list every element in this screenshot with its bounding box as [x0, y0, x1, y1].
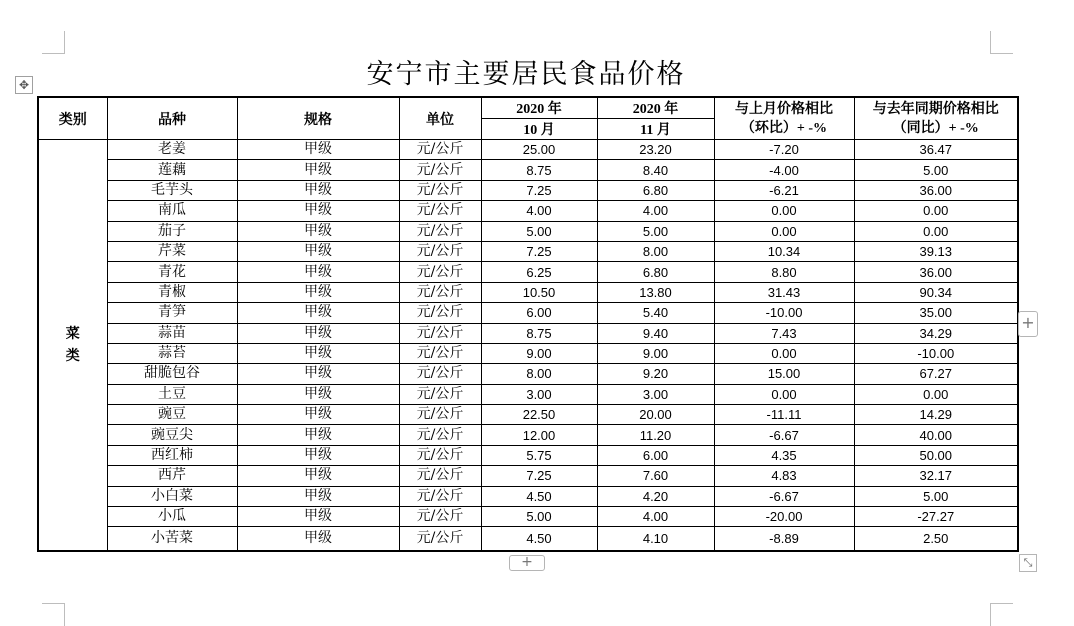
header-yoy-line2: （同比）+ -% [892, 120, 979, 136]
cell-nov-price: 8.40 [597, 160, 714, 180]
cell-month-on-month: 0.00 [714, 343, 854, 363]
header-oct-month: 10 月 [481, 119, 597, 140]
cell-spec: 甲级 [237, 343, 399, 363]
cell-month-on-month: -6.21 [714, 180, 854, 200]
table-row [38, 323, 1018, 343]
cell-spec: 甲级 [237, 282, 399, 302]
table-row [38, 445, 1018, 465]
page-corner-mark-top-right [990, 31, 1013, 54]
cell-variety: 蒜苗 [107, 323, 237, 343]
cell-spec: 甲级 [237, 405, 399, 425]
table-row [38, 180, 1018, 200]
cell-oct-price: 8.00 [481, 364, 597, 384]
cell-unit: 元/公斤 [399, 221, 481, 241]
cell-spec: 甲级 [237, 466, 399, 486]
cell-oct-price: 25.00 [481, 140, 597, 160]
table-row [38, 384, 1018, 404]
cell-spec: 甲级 [237, 262, 399, 282]
cell-year-on-year: 90.34 [854, 282, 1018, 302]
cell-unit: 元/公斤 [399, 323, 481, 343]
cell-year-on-year: -27.27 [854, 507, 1018, 527]
cell-unit: 元/公斤 [399, 160, 481, 180]
table-row [38, 486, 1018, 506]
cell-month-on-month: 0.00 [714, 201, 854, 221]
cell-oct-price: 9.00 [481, 343, 597, 363]
cell-nov-price: 7.60 [597, 466, 714, 486]
cell-month-on-month: 31.43 [714, 282, 854, 302]
cell-nov-price: 6.80 [597, 262, 714, 282]
cell-year-on-year: 5.00 [854, 486, 1018, 506]
cell-year-on-year: 35.00 [854, 303, 1018, 323]
cell-unit: 元/公斤 [399, 445, 481, 465]
cell-month-on-month: 4.83 [714, 466, 854, 486]
header-month-on-month [714, 97, 854, 140]
cell-nov-price: 8.00 [597, 241, 714, 261]
cell-year-on-year: 32.17 [854, 466, 1018, 486]
cell-variety: 老姜 [107, 140, 237, 160]
category-cell [38, 140, 107, 552]
cell-unit: 元/公斤 [399, 282, 481, 302]
cell-nov-price: 6.80 [597, 180, 714, 200]
cell-spec: 甲级 [237, 160, 399, 180]
header-category: 类别 [38, 97, 107, 140]
cell-nov-price: 4.10 [597, 527, 714, 552]
cell-year-on-year: -10.00 [854, 343, 1018, 363]
cell-spec: 甲级 [237, 241, 399, 261]
cell-year-on-year: 0.00 [854, 201, 1018, 221]
cell-variety: 豌豆尖 [107, 425, 237, 445]
cell-unit: 元/公斤 [399, 364, 481, 384]
cell-variety: 莲藕 [107, 160, 237, 180]
cell-nov-price: 9.20 [597, 364, 714, 384]
table-row [38, 201, 1018, 221]
cell-variety: 青椒 [107, 282, 237, 302]
cell-variety: 青花 [107, 262, 237, 282]
header-oct-year: 2020 年 [481, 97, 597, 119]
cell-spec: 甲级 [237, 384, 399, 404]
cell-nov-price: 5.40 [597, 303, 714, 323]
cell-year-on-year: 2.50 [854, 527, 1018, 552]
table-row [38, 405, 1018, 425]
cell-variety: 土豆 [107, 384, 237, 404]
price-table [37, 96, 1019, 552]
cell-unit: 元/公斤 [399, 201, 481, 221]
cell-nov-price: 11.20 [597, 425, 714, 445]
cell-oct-price: 5.75 [481, 445, 597, 465]
cell-unit: 元/公斤 [399, 343, 481, 363]
cell-nov-price: 4.20 [597, 486, 714, 506]
cell-nov-price: 13.80 [597, 282, 714, 302]
cell-oct-price: 7.25 [481, 180, 597, 200]
document-title: 安宁市主要居民食品价格 [366, 59, 686, 90]
cell-spec: 甲级 [237, 364, 399, 384]
cell-unit: 元/公斤 [399, 140, 481, 160]
cell-year-on-year: 50.00 [854, 445, 1018, 465]
cell-month-on-month: -7.20 [714, 140, 854, 160]
cell-unit: 元/公斤 [399, 241, 481, 261]
cell-month-on-month: 15.00 [714, 364, 854, 384]
cell-year-on-year: 5.00 [854, 160, 1018, 180]
cell-month-on-month: 0.00 [714, 384, 854, 404]
category-line2: 类 [65, 348, 80, 365]
cell-nov-price: 23.20 [597, 140, 714, 160]
header-mom-line1: 与上月价格相比 [735, 101, 833, 117]
cell-spec: 甲级 [237, 425, 399, 445]
cell-variety: 蒜苔 [107, 343, 237, 363]
cell-variety: 西芹 [107, 466, 237, 486]
header-unit: 单位 [399, 97, 481, 140]
cell-unit: 元/公斤 [399, 262, 481, 282]
cell-unit: 元/公斤 [399, 425, 481, 445]
cell-variety: 茄子 [107, 221, 237, 241]
cell-unit: 元/公斤 [399, 405, 481, 425]
cell-month-on-month: 8.80 [714, 262, 854, 282]
header-variety: 品种 [107, 97, 237, 140]
cell-month-on-month: -4.00 [714, 160, 854, 180]
header-spec: 规格 [237, 97, 399, 140]
cell-nov-price: 5.00 [597, 221, 714, 241]
cell-variety: 南瓜 [107, 201, 237, 221]
cell-nov-price: 9.40 [597, 323, 714, 343]
cell-unit: 元/公斤 [399, 180, 481, 200]
cell-variety: 小苦菜 [107, 527, 237, 552]
cell-variety: 青笋 [107, 303, 237, 323]
cell-oct-price: 3.00 [481, 384, 597, 404]
cell-oct-price: 12.00 [481, 425, 597, 445]
cell-year-on-year: 36.00 [854, 180, 1018, 200]
table-row [38, 140, 1018, 160]
cell-variety: 甜脆包谷 [107, 364, 237, 384]
table-row [38, 160, 1018, 180]
cell-oct-price: 8.75 [481, 160, 597, 180]
cell-oct-price: 4.00 [481, 201, 597, 221]
add-column-button[interactable]: + [1018, 311, 1038, 337]
table-row [38, 466, 1018, 486]
table-row [38, 303, 1018, 323]
cell-year-on-year: 0.00 [854, 384, 1018, 404]
cell-oct-price: 10.50 [481, 282, 597, 302]
cell-nov-price: 20.00 [597, 405, 714, 425]
cell-year-on-year: 39.13 [854, 241, 1018, 261]
cell-variety: 豌豆 [107, 405, 237, 425]
cell-unit: 元/公斤 [399, 466, 481, 486]
cell-spec: 甲级 [237, 527, 399, 552]
header-yoy-line1: 与去年同期价格相比 [872, 101, 999, 117]
cell-month-on-month: -20.00 [714, 507, 854, 527]
cell-month-on-month: -6.67 [714, 425, 854, 445]
cell-nov-price: 3.00 [597, 384, 714, 404]
cell-month-on-month: 4.35 [714, 445, 854, 465]
cell-month-on-month: -10.00 [714, 303, 854, 323]
cell-variety: 芹菜 [107, 241, 237, 261]
cell-oct-price: 4.50 [481, 486, 597, 506]
cell-unit: 元/公斤 [399, 384, 481, 404]
cell-spec: 甲级 [237, 221, 399, 241]
header-nov-year: 2020 年 [597, 97, 714, 119]
cell-oct-price: 7.25 [481, 466, 597, 486]
header-nov-month: 11 月 [597, 119, 714, 140]
header-mom-line2: （环比）+ -% [740, 120, 828, 136]
cell-month-on-month: -8.89 [714, 527, 854, 552]
cell-nov-price: 6.00 [597, 445, 714, 465]
cell-unit: 元/公斤 [399, 486, 481, 506]
cell-spec: 甲级 [237, 507, 399, 527]
cell-spec: 甲级 [237, 486, 399, 506]
cell-oct-price: 7.25 [481, 241, 597, 261]
table-row [38, 364, 1018, 384]
table-row [38, 262, 1018, 282]
table-row [38, 282, 1018, 302]
table-row [38, 507, 1018, 527]
table-row [38, 221, 1018, 241]
cell-spec: 甲级 [237, 445, 399, 465]
cell-oct-price: 22.50 [481, 405, 597, 425]
cell-oct-price: 5.00 [481, 221, 597, 241]
cell-variety: 西红柿 [107, 445, 237, 465]
cell-oct-price: 5.00 [481, 507, 597, 527]
cell-month-on-month: 0.00 [714, 221, 854, 241]
cell-spec: 甲级 [237, 140, 399, 160]
table-body [38, 140, 1018, 552]
cell-oct-price: 8.75 [481, 323, 597, 343]
cell-year-on-year: 34.29 [854, 323, 1018, 343]
cell-variety: 毛芋头 [107, 180, 237, 200]
category-line1: 菜 [65, 326, 80, 343]
cell-year-on-year: 36.47 [854, 140, 1018, 160]
cell-month-on-month: -6.67 [714, 486, 854, 506]
table-row [38, 527, 1018, 552]
cell-variety: 小白菜 [107, 486, 237, 506]
add-row-button[interactable]: + [509, 555, 545, 571]
table-move-handle-icon[interactable]: ✥ [15, 76, 33, 94]
table-row [38, 343, 1018, 363]
cell-spec: 甲级 [237, 323, 399, 343]
page-corner-mark-top-left [42, 31, 65, 54]
cell-nov-price: 4.00 [597, 507, 714, 527]
cell-month-on-month: -11.11 [714, 405, 854, 425]
table-row [38, 425, 1018, 445]
cell-unit: 元/公斤 [399, 507, 481, 527]
cell-year-on-year: 14.29 [854, 405, 1018, 425]
cell-year-on-year: 67.27 [854, 364, 1018, 384]
cell-year-on-year: 0.00 [854, 221, 1018, 241]
cell-unit: 元/公斤 [399, 303, 481, 323]
cell-year-on-year: 40.00 [854, 425, 1018, 445]
cell-spec: 甲级 [237, 201, 399, 221]
header-year-on-year [854, 97, 1018, 140]
cell-nov-price: 4.00 [597, 201, 714, 221]
cell-nov-price: 9.00 [597, 343, 714, 363]
cell-spec: 甲级 [237, 303, 399, 323]
table-resize-handle-icon[interactable]: ⤡ [1019, 554, 1037, 572]
cell-month-on-month: 7.43 [714, 323, 854, 343]
cell-month-on-month: 10.34 [714, 241, 854, 261]
cell-unit: 元/公斤 [399, 527, 481, 552]
cell-oct-price: 4.50 [481, 527, 597, 552]
cell-oct-price: 6.25 [481, 262, 597, 282]
cell-spec: 甲级 [237, 180, 399, 200]
cell-variety: 小瓜 [107, 507, 237, 527]
table-row [38, 241, 1018, 261]
cell-oct-price: 6.00 [481, 303, 597, 323]
cell-year-on-year: 36.00 [854, 262, 1018, 282]
table-header-row [38, 97, 1018, 119]
